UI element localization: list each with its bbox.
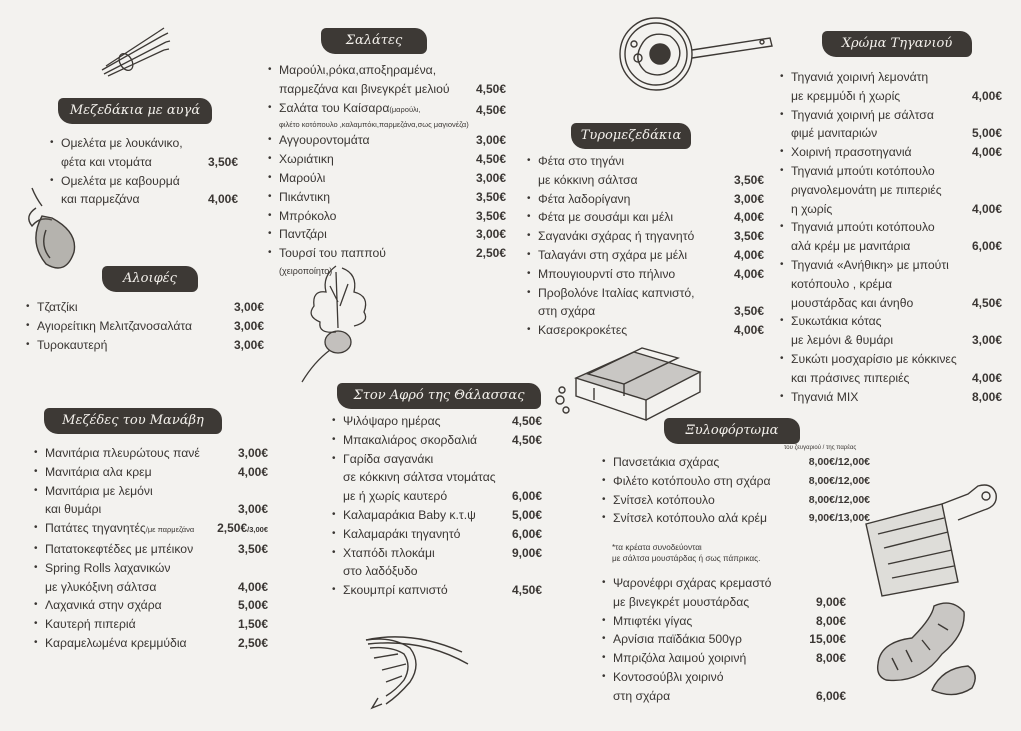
item-price: 5,00€ (511, 507, 542, 522)
section-grill-mains (602, 574, 846, 706)
list-item (602, 649, 846, 668)
item-price: 4,00€ (733, 323, 764, 338)
item-name: • Τηγανιά χοιρινή λεμονάτη (791, 70, 929, 84)
item-name: στο λαδόξυδο (343, 564, 418, 579)
item-price: 3,00€ (971, 333, 1002, 348)
item-price: 2,50€ (237, 635, 268, 650)
item-price: 9,00€/13,00€ (808, 512, 870, 525)
item-name: • Προβολόνε Ιταλίας καπνιστό, (538, 285, 695, 300)
note-line: *τα κρέατα συνοδεύονται (612, 543, 702, 552)
list-item (602, 612, 846, 631)
item-name: • Μπακαλιάρος σκορδαλιά (343, 432, 478, 447)
item-price: 4,00€ (207, 192, 238, 207)
banner-meze-eggs: Μεζεδάκια με αυγά (58, 98, 212, 124)
list-item (527, 321, 764, 340)
list-item (527, 152, 764, 190)
item-price: 3,00€ (233, 337, 264, 352)
section-pan (780, 68, 1002, 406)
section-spreads (26, 298, 264, 354)
item-price: 5,00€ (971, 126, 1002, 141)
item-name: στη σχάρα (538, 304, 596, 319)
list-item (602, 630, 846, 649)
item-price: 5,00€ (237, 598, 268, 613)
grill-subtitle: του ζευγαριού / της παρέας (784, 445, 857, 451)
section-cheese (527, 152, 764, 340)
item-name: και θυμάρι (45, 502, 102, 517)
list-item (602, 491, 870, 510)
beet-icon (296, 262, 378, 386)
item-name: • Τουρσί του παππού (279, 246, 386, 261)
list-item (268, 169, 506, 188)
item-price: 3,00€ (233, 300, 264, 314)
item-name: • Παντζάρι (279, 227, 327, 242)
cutting-board-icon (858, 484, 1004, 598)
list-item (332, 506, 542, 525)
grill-note (612, 542, 760, 564)
item-price (217, 519, 268, 540)
banner-grill: Ξυλοφόρτωμα (664, 418, 800, 444)
item-name-text: Σαλάτα του Καίσαρα (279, 100, 390, 115)
item-name: φέτα και ντομάτα (61, 154, 152, 169)
list-item (602, 453, 870, 472)
list-item (26, 298, 264, 317)
banner-cheese: Τυρομεζεδάκια (571, 123, 691, 149)
item-price: 4,00€ (237, 464, 268, 479)
list-item (34, 519, 268, 540)
item-price: 3,50€ (475, 189, 506, 204)
shrimp-icon (352, 630, 470, 710)
list-item (602, 472, 870, 491)
item-name: • Ταλαγάνι στη σχάρα με μέλι (538, 247, 688, 262)
item-price: 8,00€ (815, 651, 846, 666)
item-name: • Μπουγιουρντί στο πήλινο (538, 266, 676, 281)
list-item (34, 482, 268, 520)
item-name: • Αγιορείτικη Μελιτζανοσαλάτα (37, 318, 193, 333)
section-grill-couple (602, 453, 870, 528)
item-note: (μαρούλι, (389, 104, 421, 114)
item-name: και παρμεζάνα (61, 192, 140, 207)
list-item (602, 509, 870, 528)
item-name: μουστάρδας και άνηθο (791, 295, 914, 310)
item-name: • Χοιρινή πρασοτηγανιά (791, 145, 912, 160)
list-item (34, 596, 268, 615)
list-item (780, 388, 1002, 407)
item-price: 4,00€ (733, 247, 764, 262)
item-name: • Ομελέτα με καβουρμά (61, 173, 180, 188)
item-price: 3,50€ (207, 154, 238, 169)
item-name: • Λαχανικά στην σχάρα (45, 598, 162, 613)
item-name: • Αρνίσια παϊδάκια 500γρ (613, 632, 742, 647)
item-price: 8,00€/12,00€ (808, 474, 870, 487)
item-name: • Μαρούλι (279, 170, 326, 185)
list-item (780, 143, 1002, 162)
item-name: σε κόκκινη σάλτσα ντομάτας (343, 470, 496, 485)
item-name: • Τηγανιά χοιρινή με σάλτσα (791, 107, 934, 122)
item-price: 4,00€ (971, 370, 1002, 385)
note-line: με σάλτσα μουστάρδας ή σως πάπρικας. (612, 554, 761, 563)
item-price: 6,00€ (815, 688, 846, 703)
item-name: στη σχάρα (613, 688, 671, 703)
item-price: 4,50€ (475, 152, 506, 167)
list-item (50, 172, 238, 210)
item-name-text: Πατάτες τηγανητές (45, 521, 146, 536)
item-name: • Ψιλόψαρο ημέρας (343, 414, 441, 428)
item-name: • Μανιτάρια αλα κρεμ (45, 464, 152, 479)
list-item (34, 463, 268, 482)
item-price: 3,00€ (475, 133, 506, 148)
list-item (527, 190, 764, 209)
item-name: • Κασεροκροκέτες (538, 323, 628, 338)
item-name: • Φιλέτο κοτόπουλο στη σχάρα (613, 473, 771, 488)
item-name: • Φέτα με σουσάμι και μέλι (538, 210, 674, 225)
item-price: 3,00€ (475, 227, 506, 242)
banner-manavis: Μεζέδες του Μανάβη (44, 408, 222, 434)
list-item (268, 207, 506, 226)
item-price: 15,00€ (809, 632, 846, 647)
list-item (527, 227, 764, 246)
item-name: • Καραμελωμένα κρεμμύδια (45, 635, 187, 650)
item-name: με κρεμμύδι ή χωρίς (791, 88, 901, 103)
list-item (268, 61, 506, 99)
item-name: κοτόπουλο , κρέμα (791, 276, 893, 291)
item-name: • Τηγανιά μπούτι κοτόπουλο (791, 163, 935, 178)
item-name: • Τηγανιά μπούτι κοτόπουλο (791, 220, 935, 235)
item-price: 3,00€ (733, 191, 764, 206)
list-item (26, 336, 264, 355)
item-name: με ή χωρίς καυτερό (343, 489, 448, 504)
item-note: (χειροποίητο) (279, 265, 333, 276)
list-item (268, 131, 506, 150)
list-item (332, 412, 542, 431)
item-price: 4,50€ (971, 295, 1002, 310)
list-item (527, 208, 764, 227)
item-price: 4,50€ (511, 583, 542, 598)
item-price: 4,00€ (733, 266, 764, 281)
item-name: • Spring Rolls λαχανικών (45, 560, 171, 575)
item-price: 2,50€ (475, 246, 506, 261)
list-item (34, 615, 268, 634)
item-name: • Συκωτάκια κότας (791, 314, 882, 329)
item-price: 3,50€ (733, 172, 764, 187)
asparagus-icon (100, 26, 170, 78)
item-name: • Σνίτσελ κοτόπουλο αλά κρέμ (613, 511, 768, 526)
item-name: και πράσινες πιπεριές (791, 370, 910, 385)
item-name: • Αγγουροντομάτα (279, 133, 370, 148)
item-name: • Χωριάτικη (279, 152, 334, 167)
section-sea (332, 412, 542, 600)
list-item (268, 225, 506, 244)
item-name: • Μαρούλι,ρόκα,αποξηραμένα, (279, 63, 437, 77)
item-price: 3,50€ (237, 541, 268, 556)
list-item (34, 559, 268, 597)
item-name: • Καλαμαράκια Baby κ.τ.ψ (343, 507, 476, 522)
list-item (268, 99, 506, 132)
item-name: • Πατατοκεφτέδες με μπέικον (45, 541, 194, 556)
section-meze-eggs (50, 134, 238, 209)
list-item (34, 634, 268, 653)
item-price: 9,00€ (511, 545, 542, 560)
list-item (780, 350, 1002, 388)
item-price: 8,00€/12,00€ (808, 493, 870, 506)
sausage-icon (872, 598, 980, 700)
list-item (332, 581, 542, 600)
banner-salads: Σαλάτες (321, 28, 427, 54)
item-name: • Τυροκαυτερή (37, 337, 108, 352)
item-price-alt: /3,00€ (247, 525, 268, 535)
list-item (527, 284, 764, 322)
item-name: παρμεζάνα και βινεγκρέτ μελιού (279, 81, 450, 96)
item-name: • Πανσετάκια σχάρας (613, 455, 720, 469)
egg-pan-icon (612, 14, 776, 94)
item-name: • Τηγανιά «Ανήθικη» με μπούτι (791, 257, 949, 272)
item-name: • Σκουμπρί καπνιστό (343, 583, 448, 598)
item-price: 8,00€ (971, 389, 1002, 404)
item-price: 3,00€ (237, 446, 268, 460)
list-item (780, 218, 1002, 256)
item-name: • Πικάντικη (279, 189, 330, 204)
item-name: • Χταπόδι πλοκάμι (343, 545, 435, 560)
item-price: 3,50€ (475, 208, 506, 223)
banner-sea: Στον Αφρό της Θάλασσας (337, 383, 541, 409)
list-item (332, 525, 542, 544)
item-name: • Καλαμαράκι τηγανητό (343, 526, 461, 541)
item-price: 3,00€ (237, 502, 268, 517)
item-price-main: 2,50€ (217, 521, 248, 536)
item-name: αλά κρέμ με μανιτάρια (791, 239, 911, 254)
item-name: • Σνίτσελ κοτόπουλο (613, 492, 715, 507)
item-name (279, 99, 506, 120)
section-salads (268, 61, 506, 279)
item-note: φιλέτο κοτόπουλο ,καλαμπόκι,παρμεζάνα,σως μαγιονέζα) (279, 120, 469, 130)
item-price: 6,00€ (511, 489, 542, 504)
item-name: με λεμόνι & θυμάρι (791, 333, 894, 348)
item-name: με κόκκινη σάλτσα (538, 172, 638, 187)
item-name: • Γαρίδα σαγανάκι (343, 451, 434, 466)
item-name: ριγανολεμονάτη με πιπεριές (791, 182, 942, 197)
item-name: • Μανιτάρια με λεμόνι (45, 483, 153, 498)
item-name: • Κοντοσούβλι χοιρινό (613, 669, 724, 684)
item-name: • Τζατζίκι (37, 300, 78, 314)
item-price: 3,50€ (733, 304, 764, 319)
item-note: /με παρμεζάνα (145, 525, 195, 535)
item-price: 3,00€ (475, 170, 506, 185)
item-name: • Συκώτι μοσχαρίσιο με κόκκινες (791, 351, 957, 366)
list-item (332, 431, 542, 450)
item-name: • Φέτα στο τηγάνι (538, 154, 625, 168)
list-item (527, 246, 764, 265)
list-item (26, 317, 264, 336)
item-price: 1,50€ (237, 617, 268, 632)
item-name: • Καυτερή πιπεριά (45, 617, 136, 632)
list-item (780, 256, 1002, 312)
item-price: 4,50€ (511, 414, 542, 428)
item-name: • Ομελέτα με λουκάνικο, (61, 136, 183, 150)
item-name: • Τηγανιά MIX (791, 389, 859, 404)
list-item (780, 68, 1002, 106)
item-price: 9,00€ (815, 594, 846, 609)
item-name: • Σαγανάκι σχάρας ή τηγανητό (538, 229, 695, 244)
item-price: 6,00€ (971, 239, 1002, 254)
item-price: 4,50€ (475, 81, 506, 96)
item-price: 4,50€ (475, 102, 506, 117)
item-name: • Μπριζόλα λαιμού χοιρινή (613, 651, 747, 666)
list-item (602, 574, 846, 612)
list-item (602, 668, 846, 706)
item-price: 8,00€ (815, 613, 846, 628)
list-item (50, 134, 238, 172)
item-name: • Μανιτάρια πλευρώτους πανέ (45, 446, 200, 460)
item-price: 4,00€ (971, 88, 1002, 103)
item-price: 6,00€ (511, 526, 542, 541)
list-item (268, 244, 506, 279)
item-price: 4,50€ (511, 432, 542, 447)
item-price: 4,00€ (237, 579, 268, 594)
item-name: φιμέ μανιταριών (791, 126, 878, 141)
item-name: • Φέτα λαδορίγανη (538, 191, 631, 206)
list-item (268, 188, 506, 207)
item-price: 3,00€ (233, 318, 264, 333)
item-price: 4,00€ (971, 145, 1002, 160)
list-item (780, 106, 1002, 144)
item-name: με γλυκόξινη σάλτσα (45, 579, 157, 594)
list-item (332, 450, 542, 506)
item-price: 8,00€/12,00€ (808, 456, 870, 468)
item-price: 4,00€ (971, 201, 1002, 216)
list-item (780, 312, 1002, 350)
item-name: με βινεγκρέτ μουστάρδας (613, 594, 750, 609)
item-name: • Μπρόκολο (279, 208, 337, 223)
section-manavis (34, 444, 268, 653)
banner-pan: Χρώμα Τηγανιού (822, 31, 972, 57)
list-item (527, 265, 764, 284)
item-name: • Μπιφτέκι γίγας (613, 613, 693, 628)
list-item (332, 544, 542, 582)
list-item (34, 444, 268, 463)
list-item (780, 162, 1002, 218)
item-name: η χωρίς (791, 201, 833, 216)
list-item (268, 150, 506, 169)
item-price: 3,50€ (733, 229, 764, 244)
list-item (34, 540, 268, 559)
item-price: 4,00€ (733, 210, 764, 225)
banner-spreads: Αλοιφές (102, 266, 198, 292)
item-name: • Ψαρονέφρι σχάρας κρεμαστό (613, 576, 772, 590)
